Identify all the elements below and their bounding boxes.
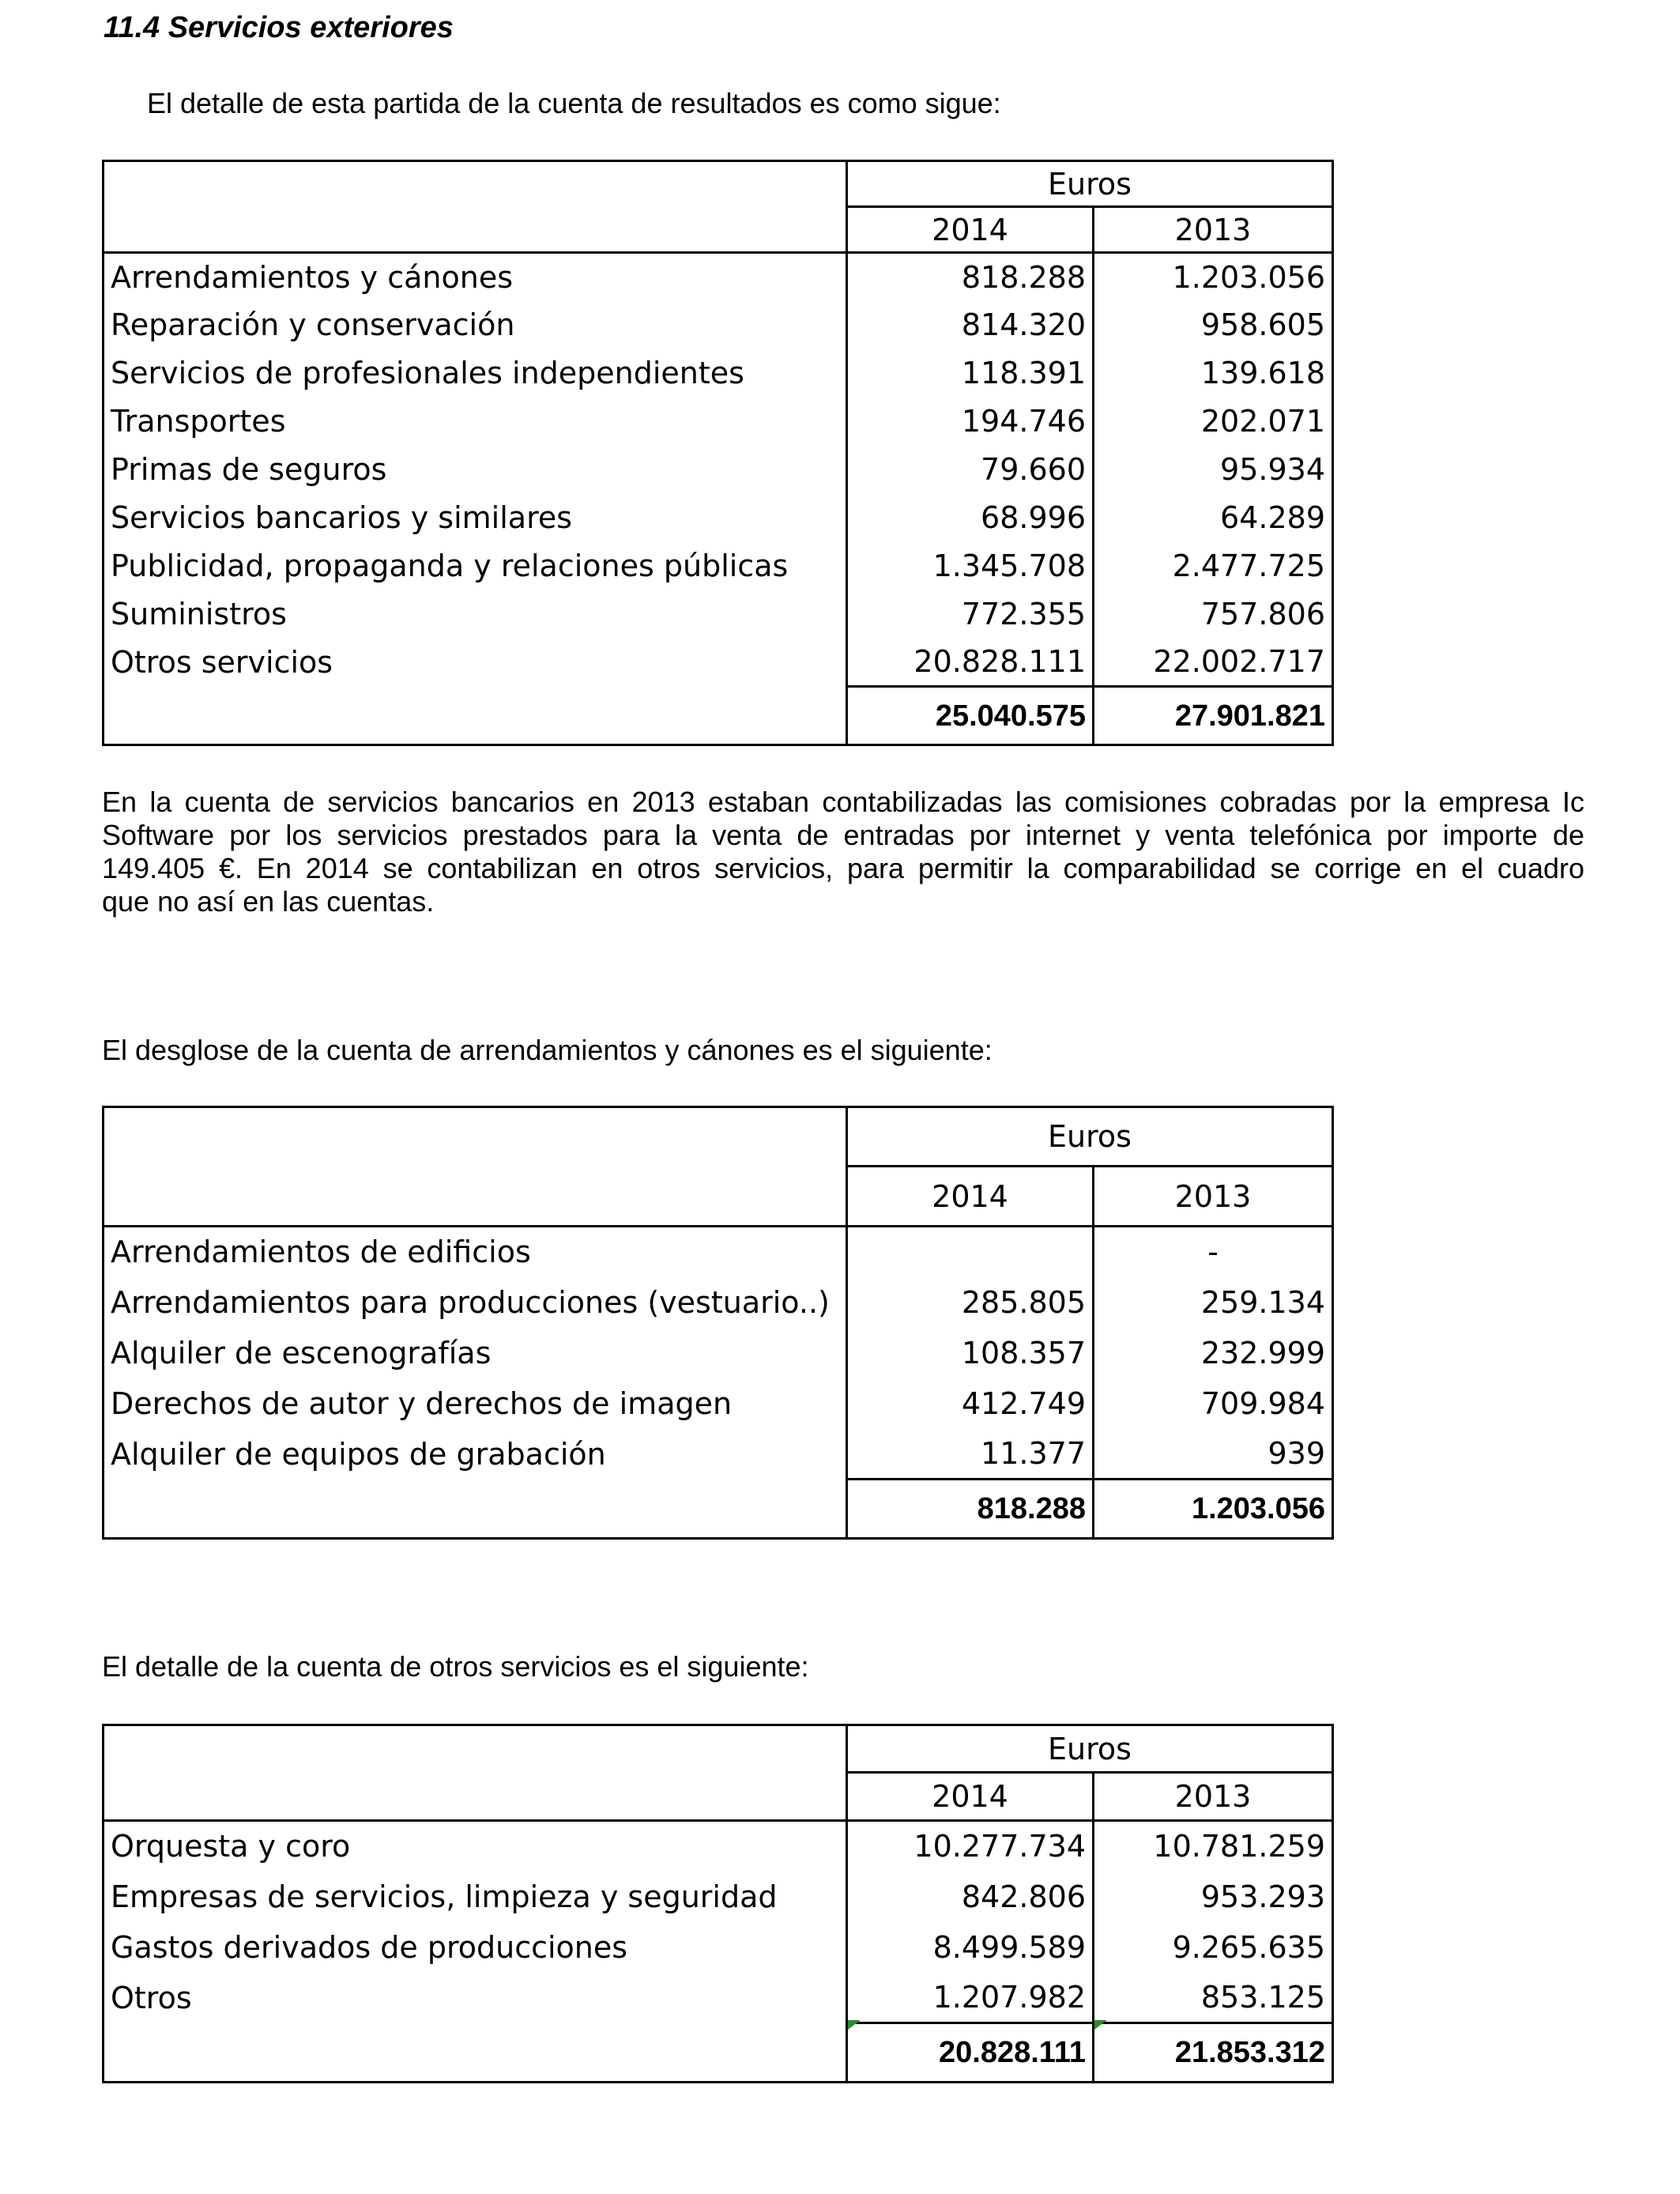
other-services-table	[102, 1724, 1334, 2083]
services-table	[102, 160, 1334, 746]
value-2013: 1.203.056	[1094, 253, 1333, 301]
value-2014: 8.499.589	[847, 1922, 1094, 1973]
table-row	[104, 1429, 1333, 1480]
value-2014: 285.805	[847, 1277, 1094, 1328]
value-2014: 1.345.708	[847, 542, 1094, 590]
value-2013: 95.934	[1094, 446, 1333, 494]
table-row	[104, 301, 1333, 349]
table-row	[104, 1973, 1333, 2023]
total-row	[104, 1480, 1333, 1539]
year-header: 2013	[1094, 1773, 1333, 1821]
cell-comment-marker	[1094, 2020, 1107, 2030]
value-2013: 22.002.717	[1094, 639, 1333, 687]
table-corner	[104, 1107, 847, 1227]
value-2013: 953.293	[1094, 1872, 1333, 1922]
value-2014: 20.828.111	[847, 639, 1094, 687]
value-2014: 842.806	[847, 1872, 1094, 1922]
unit-header: Euros	[847, 161, 1333, 207]
table-row	[104, 349, 1333, 398]
value-2014: 814.320	[847, 301, 1094, 349]
note-line: Software por los servicios prestados para la venta de entradas por internet y venta telefónica por importe de	[102, 819, 1584, 851]
value-2013: 709.984	[1094, 1378, 1333, 1429]
total-label-cell	[104, 687, 847, 745]
table-row	[104, 1821, 1333, 1872]
table-row	[104, 398, 1333, 446]
table-row	[104, 590, 1333, 639]
banking-note	[102, 786, 1584, 918]
note-line: En la cuenta de servicios bancarios en 2013 estaban contabilizadas las comisiones cobradas por la empresa Ic	[102, 786, 1584, 818]
table-corner	[104, 1725, 847, 1821]
row-label: Otros servicios	[104, 639, 847, 687]
table-row	[104, 253, 1333, 301]
note-line: que no así en las cuentas.	[102, 885, 435, 918]
value-2013: 2.477.725	[1094, 542, 1333, 590]
value-2014: 11.377	[847, 1429, 1094, 1480]
value-2014: 79.660	[847, 446, 1094, 494]
note-line: 149.405 €. En 2014 se contabilizan en otros servicios, para permitir la comparabilidad se corrige en el cuadro	[102, 852, 1584, 884]
table-row	[104, 1378, 1333, 1429]
value-2013: -	[1094, 1227, 1333, 1277]
value-2013: 10.781.259	[1094, 1821, 1333, 1872]
unit-header: Euros	[847, 1107, 1333, 1167]
total-2014: 818.288	[847, 1480, 1094, 1539]
total-2013: 1.203.056	[1094, 1480, 1333, 1539]
table-row	[104, 1277, 1333, 1328]
year-header: 2014	[847, 1773, 1094, 1821]
value-2013: 9.265.635	[1094, 1922, 1333, 1973]
table-row	[104, 446, 1333, 494]
value-2014: 1.207.982	[847, 1973, 1094, 2023]
value-2013: 202.071	[1094, 398, 1333, 446]
table-row	[104, 1872, 1333, 1922]
value-2013: 939	[1094, 1429, 1333, 1480]
value-2013: 259.134	[1094, 1277, 1333, 1328]
leases-table	[102, 1106, 1334, 1540]
total-label-cell	[104, 2023, 847, 2083]
table-row	[104, 1328, 1333, 1378]
row-label: Gastos derivados de producciones	[104, 1922, 847, 1973]
row-label: Orquesta y coro	[104, 1821, 847, 1872]
row-label: Alquiler de escenografías	[104, 1328, 847, 1378]
row-label: Arrendamientos y cánones	[104, 253, 847, 301]
value-2013: 64.289	[1094, 494, 1333, 542]
value-2013: 232.999	[1094, 1328, 1333, 1378]
value-2014: 194.746	[847, 398, 1094, 446]
row-label: Suministros	[104, 590, 847, 639]
row-label: Otros	[104, 1973, 847, 2023]
total-2014: 25.040.575	[847, 687, 1094, 745]
value-2014: 818.288	[847, 253, 1094, 301]
row-label: Arrendamientos para producciones (vestuario..)	[104, 1277, 847, 1328]
total-label-cell	[104, 1480, 847, 1539]
row-label: Transportes	[104, 398, 847, 446]
unit-header: Euros	[847, 1725, 1333, 1773]
leases-intro: El desglose de la cuenta de arrendamientos y cánones es el siguiente:	[102, 1034, 993, 1066]
year-header: 2013	[1094, 207, 1333, 253]
intro-paragraph: El detalle de esta partida de la cuenta de resultados es como sigue:	[147, 87, 1001, 119]
year-header: 2013	[1094, 1167, 1333, 1227]
total-2013: 21.853.312	[1094, 2023, 1333, 2083]
row-label: Derechos de autor y derechos de imagen	[104, 1378, 847, 1429]
row-label: Publicidad, propaganda y relaciones públicas	[104, 542, 847, 590]
row-label: Empresas de servicios, limpieza y seguridad	[104, 1872, 847, 1922]
table-row	[104, 1922, 1333, 1973]
year-header: 2014	[847, 1167, 1094, 1227]
value-2013: 757.806	[1094, 590, 1333, 639]
value-2013: 958.605	[1094, 301, 1333, 349]
table-row	[104, 494, 1333, 542]
row-label: Arrendamientos de edificios	[104, 1227, 847, 1277]
value-2013: 853.125	[1094, 1973, 1333, 2023]
total-row	[104, 2023, 1333, 2083]
row-label: Reparación y conservación	[104, 301, 847, 349]
value-2014: 118.391	[847, 349, 1094, 398]
total-2013: 27.901.821	[1094, 687, 1333, 745]
value-2014: 772.355	[847, 590, 1094, 639]
other-services-intro: El detalle de la cuenta de otros servicios es el siguiente:	[102, 1650, 809, 1683]
value-2014	[847, 1227, 1094, 1277]
value-2014: 68.996	[847, 494, 1094, 542]
row-label: Primas de seguros	[104, 446, 847, 494]
table-row	[104, 639, 1333, 687]
row-label: Servicios de profesionales independientes	[104, 349, 847, 398]
section-heading: 11.4 Servicios exteriores	[104, 11, 454, 44]
year-header: 2014	[847, 207, 1094, 253]
table-corner	[104, 161, 847, 253]
table-row	[104, 542, 1333, 590]
value-2014: 108.357	[847, 1328, 1094, 1378]
total-row	[104, 687, 1333, 745]
value-2013: 139.618	[1094, 349, 1333, 398]
total-2014: 20.828.111	[847, 2023, 1094, 2083]
row-label: Servicios bancarios y similares	[104, 494, 847, 542]
value-2014: 412.749	[847, 1378, 1094, 1429]
table-row	[104, 1227, 1333, 1277]
row-label: Alquiler de equipos de grabación	[104, 1429, 847, 1480]
cell-comment-marker	[848, 2020, 861, 2030]
value-2014: 10.277.734	[847, 1821, 1094, 1872]
